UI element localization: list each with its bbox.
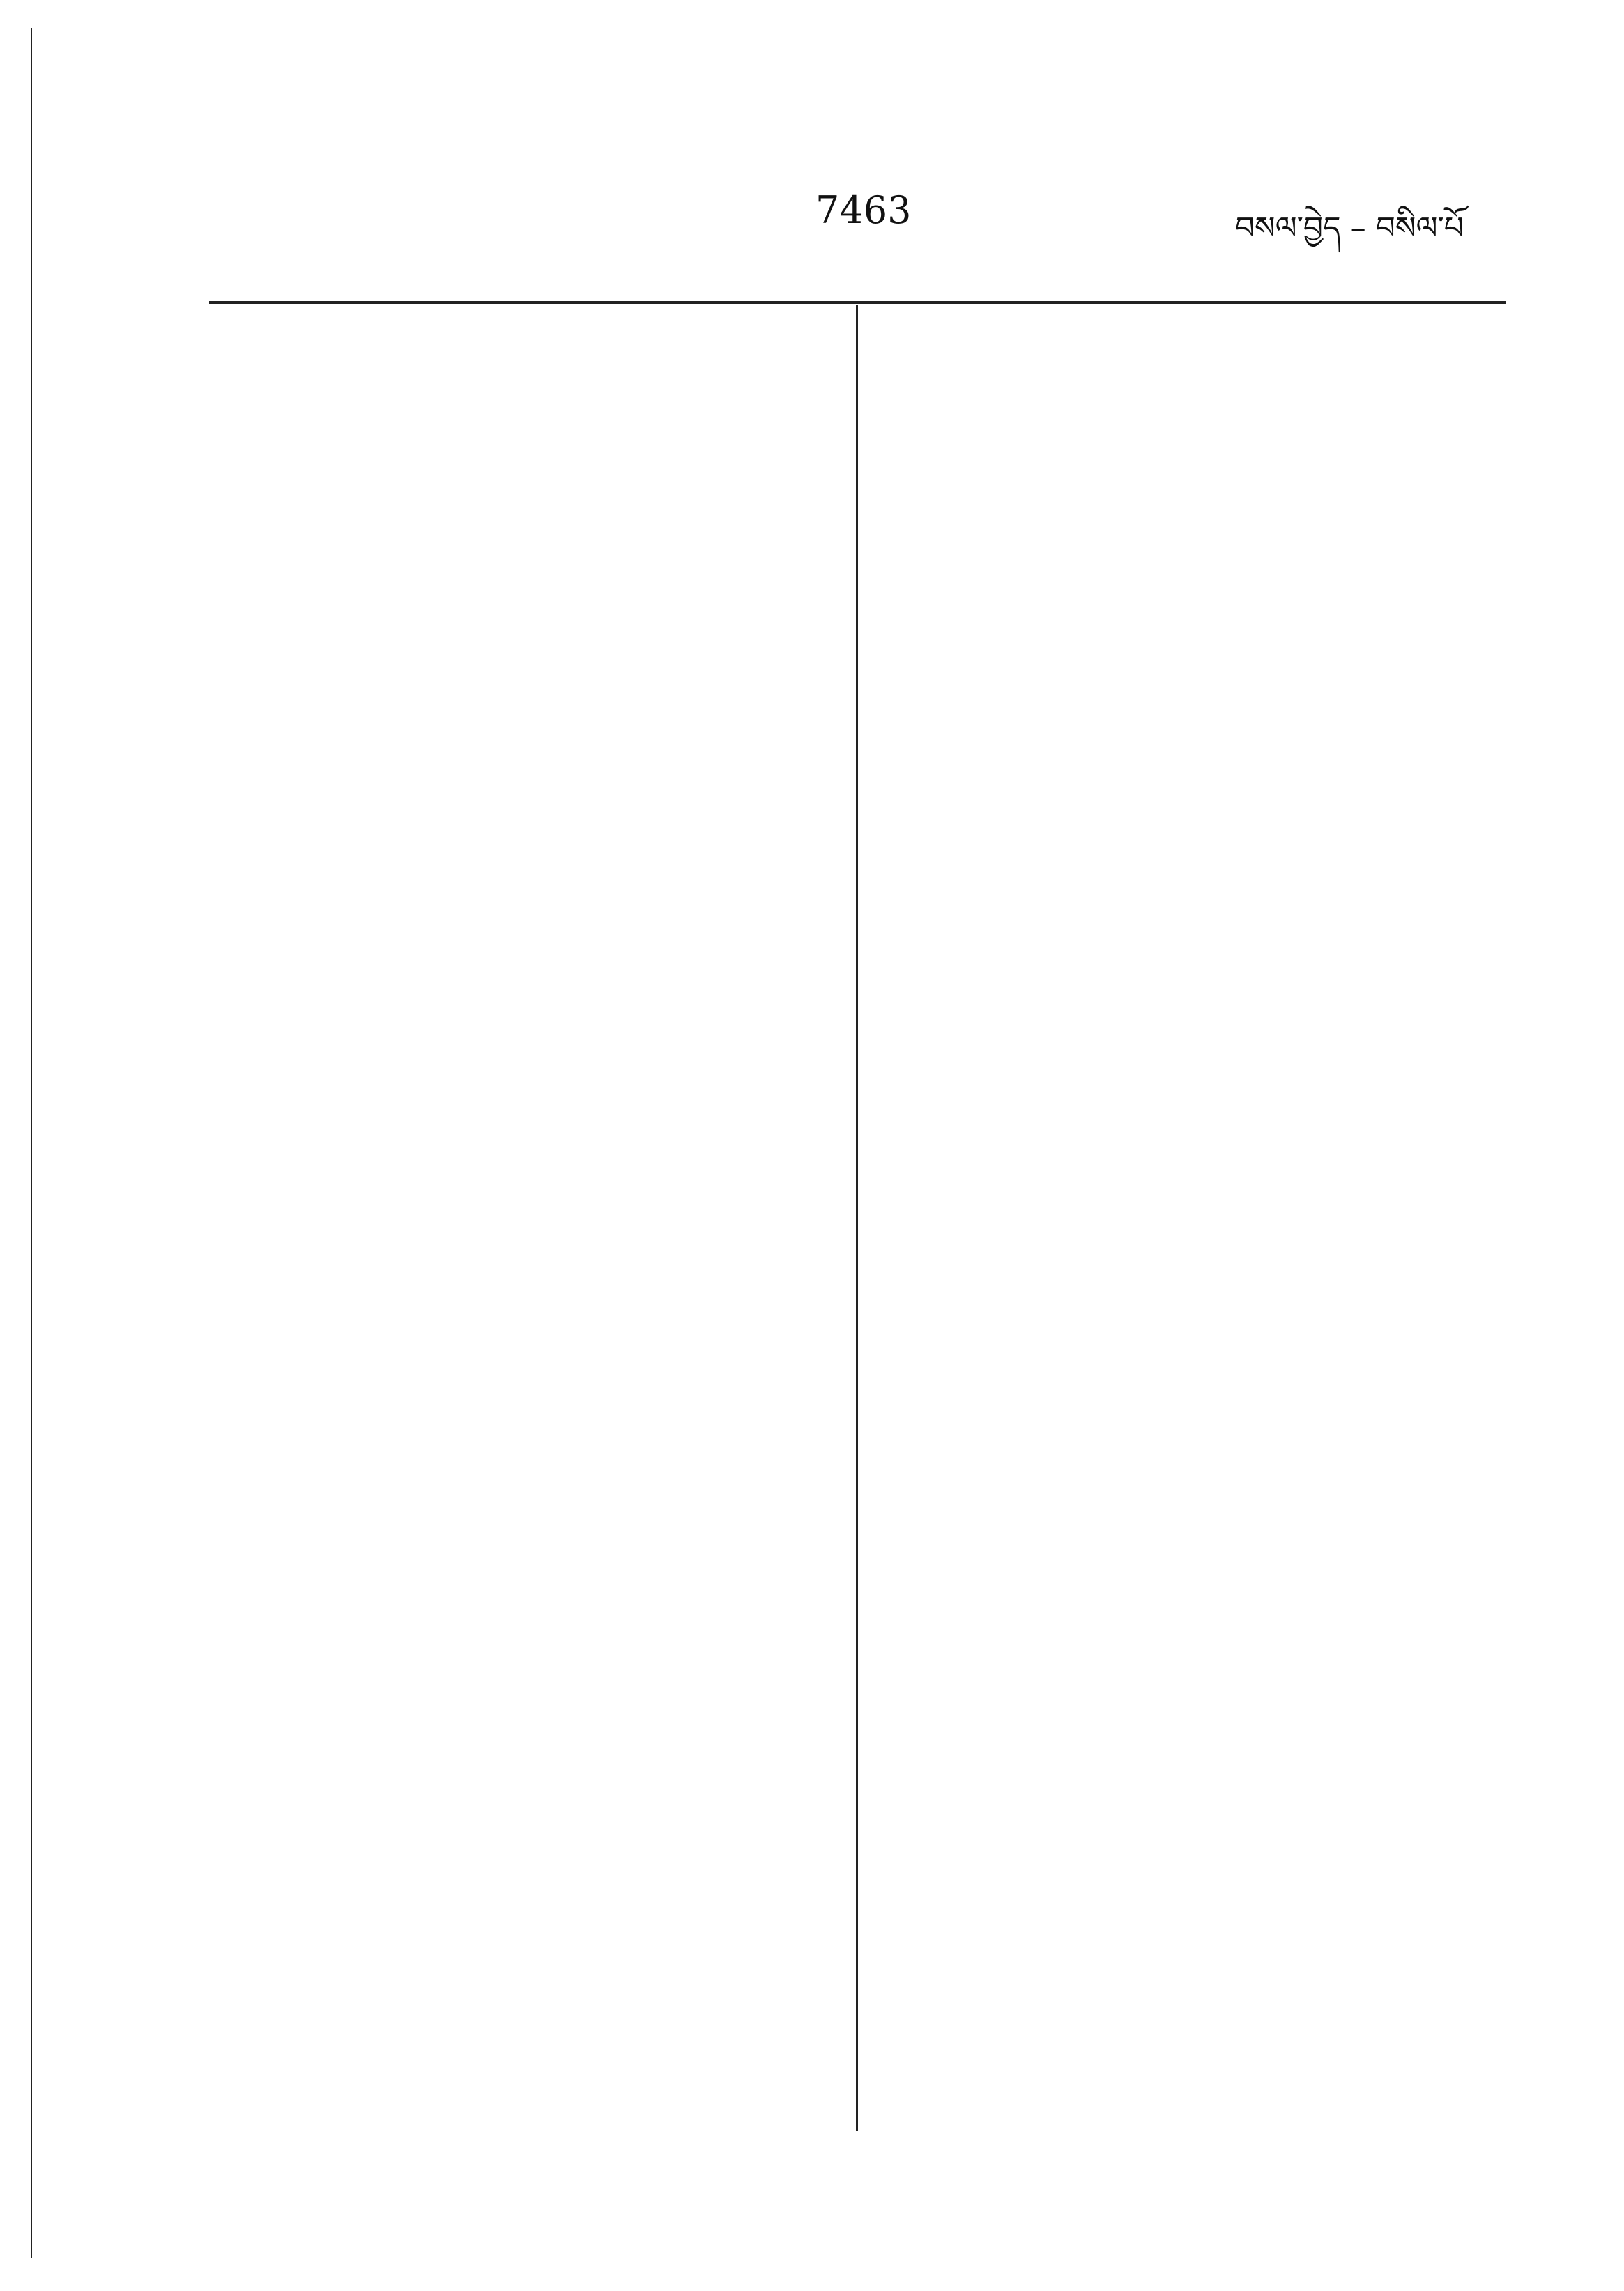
running-head: བསལ་བྱེད – བསིལ་པོ xyxy=(1234,210,1464,246)
header-rule xyxy=(209,301,1506,304)
page-number: 7463 xyxy=(815,188,912,232)
page-header xyxy=(0,188,1624,251)
page-margin-rule xyxy=(31,28,32,2258)
column-divider xyxy=(856,305,858,2131)
